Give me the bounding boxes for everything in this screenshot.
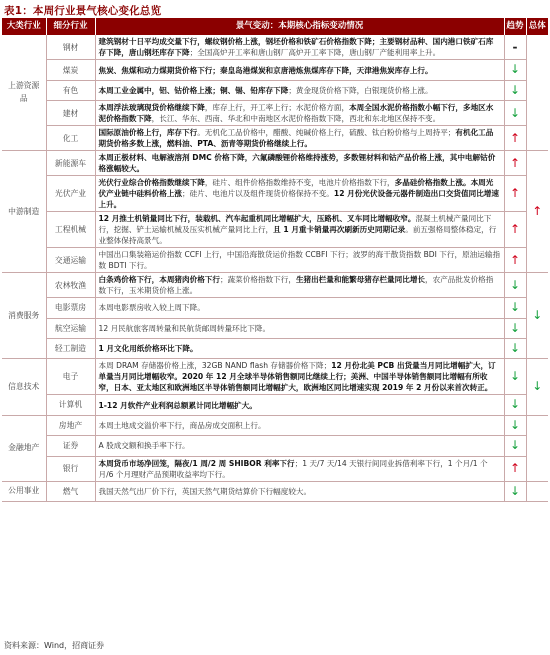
overall-trend: ↓ bbox=[526, 359, 548, 415]
source-note: 资料来源：Wind，招商证券 bbox=[4, 641, 105, 650]
table-row bbox=[2, 151, 548, 176]
table-row bbox=[2, 80, 548, 100]
description-cell bbox=[95, 212, 504, 248]
trend-arrow: ↓ bbox=[504, 481, 526, 501]
industry-cell: 计算机 bbox=[46, 395, 95, 415]
description-cell bbox=[95, 273, 504, 298]
description-cell bbox=[95, 80, 504, 100]
description-text: 本周全国水泥价格指数小幅下行，多地区水泥价格指数下降 bbox=[98, 103, 494, 124]
description-cell bbox=[95, 436, 504, 456]
trend-arrow: - bbox=[504, 35, 526, 60]
description-cell bbox=[95, 35, 504, 60]
description-text: ，长江、华东、西南、华北和中南地区水泥价格指数下降，西北和东北地区保持不变。 bbox=[151, 114, 441, 124]
industry-overview-table bbox=[2, 18, 548, 502]
description-cell bbox=[95, 176, 504, 212]
trend-arrow: ↓ bbox=[504, 436, 526, 456]
category-cell: 中游制造 bbox=[2, 151, 46, 273]
description-cell bbox=[95, 126, 504, 151]
industry-cell: 轻工制造 bbox=[46, 339, 95, 359]
description-cell bbox=[95, 395, 504, 415]
industry-cell: 有色 bbox=[46, 80, 95, 100]
table-row bbox=[2, 35, 548, 60]
table-row bbox=[2, 60, 548, 80]
description-text: ，农产品批发价格指数下行，玉米期货价格上涨。 bbox=[98, 275, 494, 296]
trend-arrow: ↑ bbox=[504, 212, 526, 248]
header-category: 大类行业 bbox=[2, 18, 46, 35]
trend-arrow: ↓ bbox=[504, 273, 526, 298]
trend-arrow: ↑ bbox=[504, 248, 526, 273]
table-row bbox=[2, 126, 548, 151]
table-row bbox=[2, 395, 548, 415]
header-overall: 总体 bbox=[526, 18, 548, 35]
description-text: 12 月民航旅客周转量和民航货邮周转量环比下降。 bbox=[98, 323, 271, 333]
overall-trend bbox=[526, 35, 548, 150]
industry-cell: 工程机械 bbox=[46, 212, 95, 248]
category-cell: 公用事业 bbox=[2, 481, 46, 501]
trend-arrow: ↑ bbox=[504, 126, 526, 151]
trend-arrow: ↓ bbox=[504, 80, 526, 100]
description-text: ，库存上行，开工率上行；水泥价格方面， bbox=[204, 103, 350, 113]
description-cell bbox=[95, 298, 504, 318]
description-cell bbox=[95, 481, 504, 501]
overall-trend bbox=[526, 481, 548, 501]
category-cell: 消费服务 bbox=[2, 273, 46, 359]
trend-arrow: ↑ bbox=[504, 151, 526, 176]
description-text: 12 月份光伏设备元器件制造出口交货值同比增速上升。 bbox=[98, 189, 499, 210]
description-text: 我国天然气出厂价下行，英国天然气期货结算价下行幅度较大。 bbox=[98, 486, 312, 496]
industry-cell: 航空运输 bbox=[46, 318, 95, 338]
industry-cell: 建材 bbox=[46, 101, 95, 126]
description-cell bbox=[95, 359, 504, 395]
description-text: 本周货币市场净回笼，隔夜/1 周/2 周 SHIBOR 利率下行 bbox=[98, 458, 295, 468]
description-text: 焦炭、焦煤和动力煤期货价格下行；秦皇岛港煤炭和京唐港炼焦煤库存下降，天津港焦炭库存上行。 bbox=[98, 65, 433, 75]
table-row bbox=[2, 415, 548, 435]
description-text: ；蔬菜价格指数下行， bbox=[220, 275, 296, 285]
industry-cell: 电子 bbox=[46, 359, 95, 395]
description-text: 中国出口集装箱运价指数 CCFI 上行，中国沿海散货运价指数 CCBFI 下行；波罗的海干散货指数 BDI 下行，原油运输指数 BDTI 下行。 bbox=[98, 250, 501, 271]
industry-cell: 钢材 bbox=[46, 35, 95, 60]
table-row bbox=[2, 456, 548, 481]
description-text: ，硅片、组件价格指数维持不变，电池片价格指数下行， bbox=[204, 178, 395, 188]
description-cell bbox=[95, 60, 504, 80]
industry-cell: 银行 bbox=[46, 456, 95, 481]
trend-arrow: ↓ bbox=[504, 339, 526, 359]
description-text: 1 月文化用纸价格环比下降。 bbox=[98, 344, 198, 354]
description-text: 生猪出栏量和能繁母猪存栏量同比增长 bbox=[295, 275, 426, 285]
trend-arrow: ↓ bbox=[504, 415, 526, 435]
description-text: 。无机化工品价格中，醋酸、纯碱价格上行，硫酸、钛白粉价格与上周持平； bbox=[197, 128, 456, 138]
header-trend: 趋势 bbox=[504, 18, 526, 35]
description-text: 12 月份北美 PCB 出货量当月同比增幅扩大，订单量当月同比增幅收窄。2020 年 12 月全球半导体销售额同比继续上行；美洲、中国半导体销售额同比增幅有所收窄，日本、亚太地区和欧洲地区半导体销售额同比增幅扩大，欧洲地区同比增速实现 2019 年 2 月份以来首次转正。 bbox=[98, 361, 496, 393]
category-cell: 信息技术 bbox=[2, 359, 46, 415]
description-text: 12 月推土机销量同比下行，装载机、汽车起重机同比增幅扩大，压路机、叉车同比增幅收窄。 bbox=[98, 214, 416, 224]
trend-arrow: ↑ bbox=[504, 176, 526, 212]
table-row bbox=[2, 339, 548, 359]
description-text: 建筑钢材十日平均成交量下行，螺纹钢价格上涨，钢坯价格和铁矿石价格指数下降；主要钢材品种、国内港口铁矿石库存下降，唐山钢坯库存下降 bbox=[98, 37, 494, 58]
table-row bbox=[2, 212, 548, 248]
header-industry: 细分行业 bbox=[46, 18, 95, 35]
description-text: ；硅片、电池片以及组件现货价格保持不变。 bbox=[182, 189, 334, 199]
category-cell: 金融地产 bbox=[2, 415, 46, 481]
description-text: ；1 天/7 天/14 天银行间同业拆借利率下行，1 个月/1 个月/6 个月理财产品预期收益率均下行。 bbox=[98, 458, 488, 479]
table-row bbox=[2, 481, 548, 501]
industry-cell: 交通运输 bbox=[46, 248, 95, 273]
description-text: 国际原油价格上行，库存下行 bbox=[98, 128, 198, 138]
header-description: 景气变动：本期核心指标变动情况 bbox=[95, 18, 504, 35]
description-text: ；全国高炉开工率和唐山钢厂高炉开工率下降，唐山钢厂产能利用率上升。 bbox=[189, 48, 441, 58]
industry-cell: 电影票房 bbox=[46, 298, 95, 318]
description-cell bbox=[95, 151, 504, 176]
industry-cell: 证券 bbox=[46, 436, 95, 456]
description-text: 本周土地成交溢价率下行，商品房成交面积上行。 bbox=[98, 421, 266, 430]
description-text: ；黄金现货价格下降，白银现货价格上涨。 bbox=[288, 86, 433, 96]
trend-arrow: ↓ bbox=[504, 395, 526, 415]
description-text: 本周正极材料、电解液溶剂 DMC 价格下降，六氟磷酸锂价格维持涨势，多数锂材料和钴产品价格上涨，其中电解钴价格涨幅较大。 bbox=[98, 153, 496, 174]
industry-cell: 燃气 bbox=[46, 481, 95, 501]
industry-cell: 光伏产业 bbox=[46, 176, 95, 212]
overall-trend bbox=[526, 415, 548, 481]
description-text: 1-12 月软件产业利润总额累计同比增幅扩大。 bbox=[98, 400, 257, 410]
trend-arrow: ↑ bbox=[504, 456, 526, 481]
industry-cell: 化工 bbox=[46, 126, 95, 151]
description-text: 本周工业金属中，铝、钴价格上涨；铜、锡、铅库存下降 bbox=[98, 86, 289, 96]
trend-arrow: ↓ bbox=[504, 60, 526, 80]
description-cell bbox=[95, 101, 504, 126]
table-row bbox=[2, 176, 548, 212]
table-row bbox=[2, 318, 548, 338]
description-cell bbox=[95, 248, 504, 273]
description-text: 。前五强格局整体稳定，行业整体保持高景气。 bbox=[98, 225, 497, 246]
description-text: 且 1 月重卡销量再次刷新历史同期记录 bbox=[273, 225, 406, 235]
industry-cell: 农林牧渔 bbox=[46, 273, 95, 298]
description-text: 本周 DRAM 存储器价格上涨，32GB NAND flash 存储器价格下降； bbox=[98, 361, 332, 371]
description-text: 有机化工品期货价格多数上涨，燃料油、PTA、沥青等期货价格继续上行。 bbox=[98, 128, 494, 149]
industry-cell: 煤炭 bbox=[46, 60, 95, 80]
table-row bbox=[2, 436, 548, 456]
description-text: 本周电影票房收入较上周下降。 bbox=[98, 303, 205, 313]
description-text: 混凝土机械产量同比下行，挖掘、铲土运输机械及压实机械产量同比上行， bbox=[98, 214, 492, 235]
description-text: 多晶硅价格指数上涨。本周光伏产业链中硅料价格上涨 bbox=[98, 178, 494, 199]
table-row bbox=[2, 273, 548, 298]
description-text: 光伏行业综合价格指数继续下降 bbox=[98, 178, 205, 188]
description-text: 本周浮法玻璃现货价格继续下降 bbox=[98, 103, 205, 113]
table-title: 表1：本周行业景气核心变化总览 bbox=[4, 5, 162, 17]
description-text: A 股成交额和换手率下行。 bbox=[98, 441, 190, 451]
table-row bbox=[2, 248, 548, 273]
description-cell bbox=[95, 339, 504, 359]
trend-arrow: ↓ bbox=[504, 318, 526, 338]
category-cell: 上游资源品 bbox=[2, 35, 46, 150]
table-body bbox=[2, 35, 548, 501]
industry-cell: 新能源车 bbox=[46, 151, 95, 176]
trend-arrow: ↓ bbox=[504, 359, 526, 395]
overall-trend: ↑ bbox=[526, 151, 548, 273]
description-cell bbox=[95, 456, 504, 481]
trend-arrow: ↓ bbox=[504, 298, 526, 318]
table-row bbox=[2, 298, 548, 318]
description-cell bbox=[95, 415, 504, 435]
trend-arrow: ↓ bbox=[504, 101, 526, 126]
table-header-row bbox=[2, 18, 548, 35]
table-row bbox=[2, 359, 548, 395]
description-cell bbox=[95, 318, 504, 338]
description-text: 白条鸡价格下行，本周猪肉价格下行 bbox=[98, 275, 220, 285]
overall-trend: ↓ bbox=[526, 273, 548, 359]
industry-cell: 房地产 bbox=[46, 415, 95, 435]
table-row bbox=[2, 101, 548, 126]
